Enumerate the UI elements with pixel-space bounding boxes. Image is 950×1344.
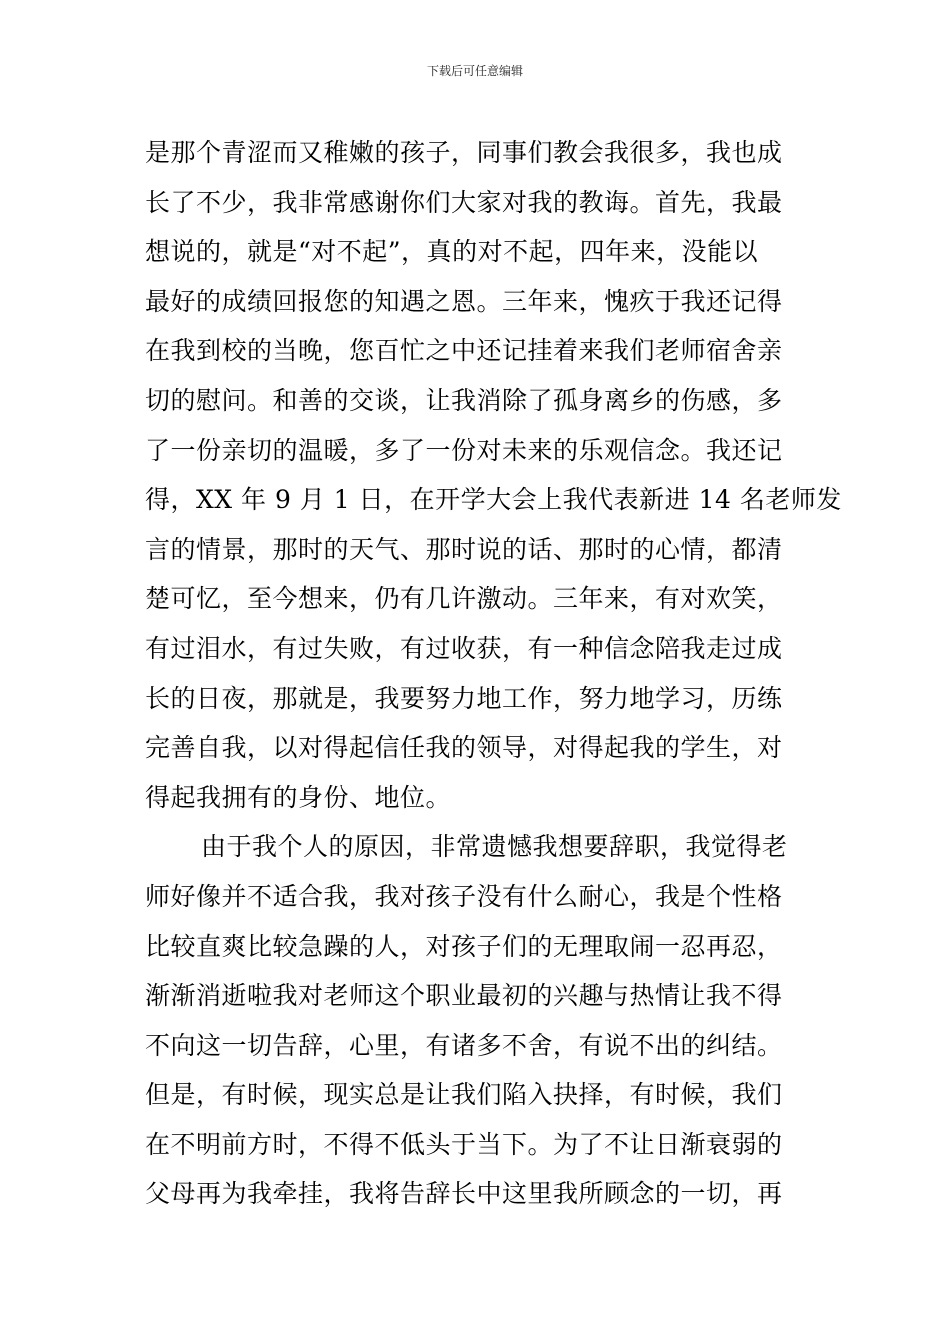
text-line: 在我到校的当晚，您百忙之中还记挂着来我们老师宿舍亲 bbox=[145, 336, 783, 366]
text-line: 完善自我，以对得起信任我的领导，对得起我的学生，对 bbox=[145, 733, 783, 763]
text-line: 在不明前方时，不得不低头于当下。为了不让日渐衰弱的 bbox=[145, 1129, 783, 1159]
paragraph bbox=[145, 822, 810, 1219]
text-line: 是那个青涩而又稚嫩的孩子，同事们教会我很多，我也成 bbox=[145, 138, 783, 167]
text-line: 楚可忆，至今想来，仍有几许激动。三年来，有对欢笑， bbox=[145, 584, 783, 614]
text-line: 长的日夜，那就是，我要努力地工作，努力地学习，历练 bbox=[145, 683, 783, 713]
text-line: 切的慰问。和善的交谈，让我消除了孤身离乡的伤感，多 bbox=[145, 385, 783, 415]
text-line: 了一份亲切的温暖，多了一份对未来的乐观信念。我还记 bbox=[145, 435, 783, 465]
text-line: 比较直爽比较急躁的人，对孩子们的无理取闹一忍再忍， bbox=[145, 931, 783, 961]
text-line: 言的情景，那时的天气、那时说的话、那时的心情，都清 bbox=[145, 534, 783, 564]
text-line: 父母再为我牵挂，我将告辞长中这里我所顾念的一切，再 bbox=[145, 1179, 783, 1209]
text-line: 师好像并不适合我，我对孩子没有什么耐心，我是个性格 bbox=[145, 881, 783, 911]
text-line: 由于我个人的原因，非常遗憾我想要辞职，我觉得老 bbox=[201, 832, 788, 862]
text-line: 得起我拥有的身份、地位。 bbox=[145, 782, 452, 812]
text-line: 但是，有时候，现实总是让我们陷入抉择，有时候，我们 bbox=[145, 1080, 783, 1110]
text-line: 不向这一切告辞，心里，有诸多不舍，有说不出的纠结。 bbox=[145, 1030, 783, 1060]
text-line: 想说的，就是“对不起”，真的对不起，四年来，没能以 bbox=[145, 237, 759, 267]
document-body bbox=[145, 128, 842, 1219]
text-line: 最好的成绩回报您的知遇之恩。三年来，愧疚于我还记得 bbox=[145, 286, 783, 316]
paragraph bbox=[145, 128, 842, 822]
text-line: 得，XX 年 9 月 1 日，在开学大会上我代表新进 14 名老师发 bbox=[145, 485, 842, 515]
text-line: 有过泪水，有过失败，有过收获，有一种信念陪我走过成 bbox=[145, 633, 783, 663]
text-line: 渐渐消逝啦我对老师这个职业最初的兴趣与热情让我不得 bbox=[145, 981, 783, 1011]
text-line: 长了不少，我非常感谢你们大家对我的教诲。首先，我最 bbox=[145, 187, 783, 217]
page-header: 下载后可任意编辑 bbox=[426, 64, 523, 78]
